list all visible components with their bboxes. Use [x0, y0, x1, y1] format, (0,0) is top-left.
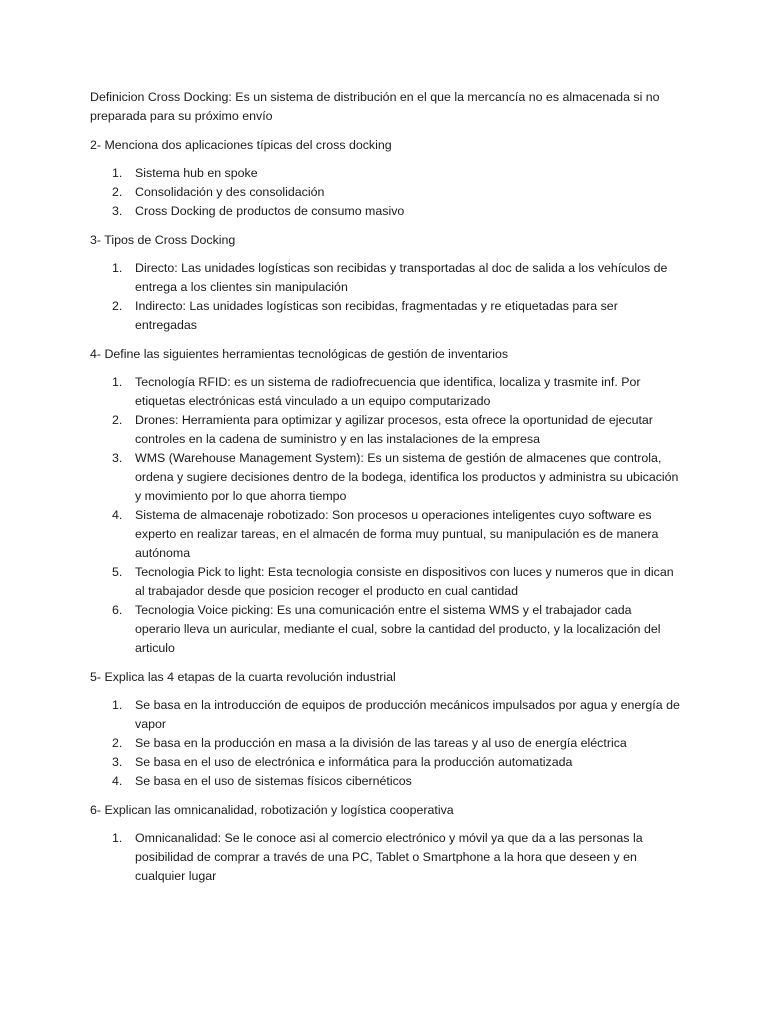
list-number: 1. — [112, 375, 123, 389]
list-item-text: WMS (Warehouse Management System): Es un sistema de gestión de almacenes que controla, ordena y sugiere decisiones dentro de la bodega, identifica los productos y administra su ubicación y movimiento por lo que ahorra tiempo — [135, 451, 679, 503]
list-number: 2. — [112, 185, 123, 199]
list-item — [90, 753, 680, 772]
list-item-text: Omnicanalidad: Se le conoce asi al comercio electrónico y móvil ya que da a las personas la posibilidad de comprar a través de una PC, Tablet o Smartphone a la hora que deseen y en cualquier lugar — [135, 831, 643, 883]
list-number: 3. — [112, 204, 123, 218]
numbered-list — [90, 373, 680, 658]
section-heading: 6- Explican las omnicanalidad, robotización y logística cooperativa — [90, 802, 454, 817]
list-item-text: Sistema de almacenaje robotizado: Son procesos u operaciones inteligentes cuyo software es experto en realizar tareas, en el almacén de forma muy puntual, su manipulación es de manera autónoma — [135, 508, 659, 560]
definition-paragraph: Definicion Cross Docking: Es un sistema de distribución en el que la mercancía no es almacenada si no preparada para su próximo envío — [90, 90, 660, 123]
list-number: 4. — [112, 774, 123, 788]
list-number: 6. — [112, 603, 123, 617]
list-item-text: Se basa en la introducción de equipos de producción mecánicos impulsados por agua y energía de vapor — [135, 698, 680, 731]
list-number: 1. — [112, 831, 123, 845]
list-number: 3. — [112, 451, 123, 465]
list-item — [90, 297, 680, 335]
list-item-text: Tecnologia Voice picking: Es una comunicación entre el sistema WMS y el trabajador cada operario lleva un auricular, mediante el cual, sobre la cantidad del producto, y la localización del articulo — [135, 603, 661, 655]
section-omnichannel — [90, 801, 768, 887]
section-heading: 2- Menciona dos aplicaciones típicas del cross docking — [90, 137, 392, 152]
list-item-text: Tecnología RFID: es un sistema de radiofrecuencia que identifica, localiza y trasmite inf. Por etiquetas electrónicas está vinculado a un equipo computarizado — [135, 375, 641, 408]
list-item — [90, 164, 680, 183]
list-number: 4. — [112, 508, 123, 522]
list-item — [90, 772, 680, 791]
list-item-text: Cross Docking de productos de consumo masivo — [135, 204, 405, 218]
list-number: 2. — [112, 736, 123, 750]
list-item — [90, 601, 680, 658]
list-item — [90, 734, 680, 753]
list-item-text: Consolidación y des consolidación — [135, 185, 325, 199]
list-number: 1. — [112, 166, 123, 180]
list-number: 2. — [112, 413, 123, 427]
numbered-list — [90, 164, 680, 221]
list-number: 1. — [112, 698, 123, 712]
list-item — [90, 411, 680, 449]
section-heading: 5- Explica las 4 etapas de la cuarta revolución industrial — [90, 669, 396, 684]
list-number: 5. — [112, 565, 123, 579]
list-item — [90, 829, 680, 886]
list-item-text: Directo: Las unidades logísticas son recibidas y transportadas al doc de salida a los vehículos de entrega a los clientes sin manipulación — [135, 261, 668, 294]
list-item-text: Se basa en la producción en masa a la división de las tareas y al uso de energía eléctrica — [135, 736, 627, 750]
list-number: 2. — [112, 299, 123, 313]
list-item — [90, 373, 680, 411]
list-number: 3. — [112, 755, 123, 769]
list-item — [90, 183, 680, 202]
numbered-list — [90, 829, 680, 886]
list-item — [90, 259, 680, 297]
list-item — [90, 506, 680, 563]
section-types — [90, 231, 768, 336]
list-item — [90, 449, 680, 506]
section-applications — [90, 136, 768, 222]
list-item — [90, 202, 680, 221]
list-item — [90, 696, 680, 734]
section-technologies — [90, 345, 768, 659]
numbered-list — [90, 696, 680, 791]
list-item-text: Se basa en el uso de electrónica e informática para la producción automatizada — [135, 755, 573, 769]
list-item — [90, 563, 680, 601]
section-heading: 4- Define las siguientes herramientas tecnológicas de gestión de inventarios — [90, 346, 509, 361]
list-item-text: Sistema hub en spoke — [135, 166, 258, 180]
list-item-text: Se basa en el uso de sistemas físicos cibernéticos — [135, 774, 412, 788]
list-item-text: Drones: Herramienta para optimizar y agilizar procesos, esta ofrece la oportunidad de ejecutar controles en la cadena de suministro y en las instalaciones de la empresa — [135, 413, 653, 446]
list-item-text: Tecnologia Pick to light: Esta tecnologia consiste en dispositivos con luces y numeros que in dican al trabajador desde que posicion recoger el producto en cual cantidad — [135, 565, 674, 598]
list-item-text: Indirecto: Las unidades logísticas son recibidas, fragmentadas y re etiquetadas para ser entregadas — [135, 299, 618, 332]
section-heading: 3- Tipos de Cross Docking — [90, 232, 236, 247]
section-industrial-revolution — [90, 668, 768, 792]
list-number: 1. — [112, 261, 123, 275]
numbered-list — [90, 259, 680, 335]
